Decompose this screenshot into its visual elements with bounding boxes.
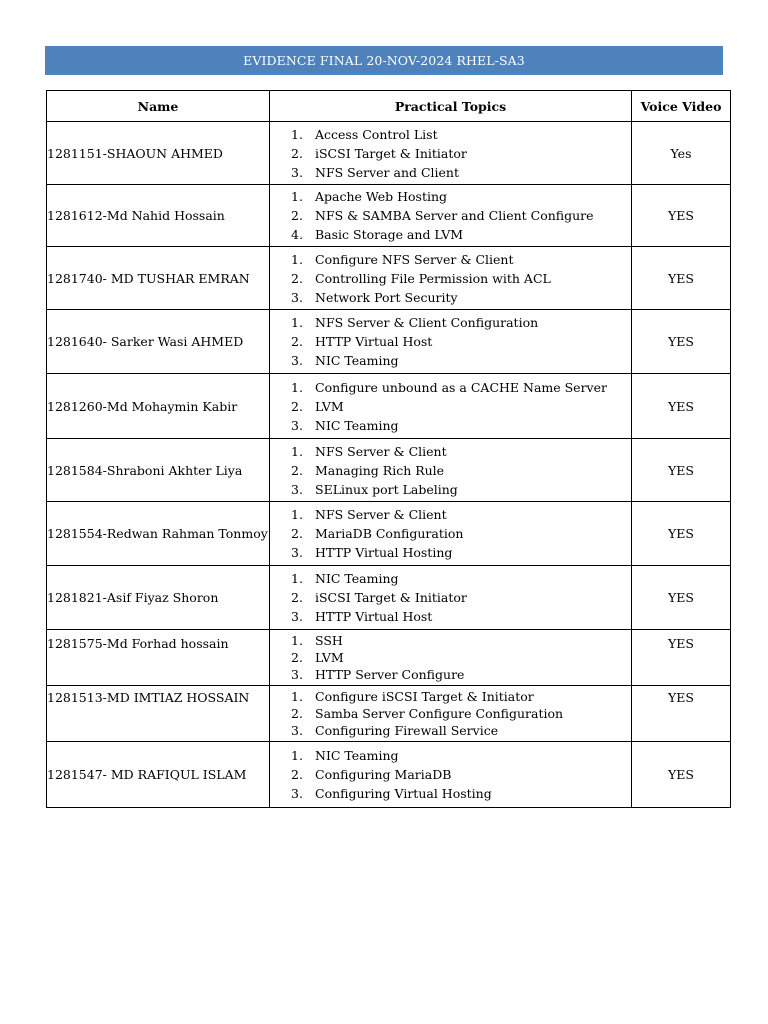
table-row	[47, 742, 731, 808]
topic-text: Configure NFS Server & Client	[315, 251, 514, 267]
topic-text: Network Port Security	[315, 289, 458, 305]
topic-number: 3.	[291, 417, 303, 433]
topic-number: 3.	[291, 481, 303, 497]
topic-item	[270, 397, 631, 416]
practical-topics-cell	[270, 122, 632, 185]
topic-text: LVM	[315, 398, 344, 414]
topic-text: NIC Teaming	[315, 353, 399, 368]
voice-video-cell: YES	[632, 374, 731, 439]
voice-video-cell: YES	[632, 310, 731, 374]
topic-number: 2.	[291, 526, 303, 541]
topic-item	[270, 480, 631, 499]
topic-item	[270, 505, 631, 524]
table-row	[47, 122, 731, 185]
topic-item	[270, 144, 631, 163]
topic-number: 1.	[291, 315, 303, 330]
topic-number: 2.	[291, 650, 303, 665]
topic-text: NFS Server and Client	[315, 164, 460, 180]
topic-item	[270, 705, 631, 722]
voice-video-cell: Yes	[632, 122, 731, 185]
table-row	[47, 374, 731, 439]
topic-number: 3.	[291, 353, 303, 368]
topic-item	[270, 688, 631, 705]
topic-number: 3.	[291, 164, 303, 180]
topic-item	[270, 632, 631, 649]
topic-item	[270, 378, 631, 397]
table-row	[47, 630, 731, 686]
topic-text: Managing Rich Rule	[315, 462, 445, 478]
document-title-bar	[45, 46, 723, 75]
topic-item	[270, 588, 631, 607]
table-row	[47, 439, 731, 502]
topic-text: Configure unbound as a CACHE Name Server	[315, 379, 607, 395]
topic-number: 2.	[291, 767, 303, 782]
voice-video-cell: YES	[632, 686, 731, 742]
student-name-cell: 1281584-Shraboni Akhter Liya	[47, 439, 270, 502]
student-name-cell: 1281513-MD IMTIAZ HOSSAIN	[47, 686, 270, 742]
topic-item	[270, 666, 631, 683]
topic-text: NIC Teaming	[315, 571, 399, 586]
topic-item	[270, 607, 631, 626]
topic-item	[270, 722, 631, 739]
student-name-cell: 1281260-Md Mohaymin Kabir	[47, 374, 270, 439]
practical-topics-cell	[270, 310, 632, 374]
topic-number: 3.	[291, 289, 303, 305]
topic-item	[270, 461, 631, 480]
topic-text: Configure iSCSI Target & Initiator	[315, 689, 534, 704]
topic-text: LVM	[315, 650, 344, 665]
topic-number: 2.	[291, 145, 303, 161]
table-row	[47, 310, 731, 374]
topic-item	[270, 269, 631, 288]
topic-text: NFS & SAMBA Server and Client Configure	[315, 208, 594, 223]
topic-item	[270, 125, 631, 144]
topic-number: 2.	[291, 270, 303, 286]
topic-number: 2.	[291, 398, 303, 414]
topic-text: iSCSI Target & Initiator	[315, 590, 467, 605]
topic-text: Samba Server Configure Configuration	[315, 706, 564, 721]
topic-number: 2.	[291, 334, 303, 349]
topic-item	[270, 784, 631, 803]
topic-item	[270, 288, 631, 307]
topic-item	[270, 442, 631, 461]
topic-item	[270, 225, 631, 244]
topic-text: Configuring Firewall Service	[315, 723, 499, 738]
topic-number: 3.	[291, 723, 303, 738]
voice-video-cell: YES	[632, 742, 731, 808]
topic-number: 2.	[291, 208, 303, 223]
practical-topics-cell	[270, 247, 632, 310]
topic-text: HTTP Virtual Hosting	[315, 545, 453, 560]
topic-item	[270, 416, 631, 435]
topic-number: 1.	[291, 571, 303, 586]
topic-item	[270, 250, 631, 269]
practical-topics-cell	[270, 185, 632, 247]
topic-item	[270, 649, 631, 666]
topic-item	[270, 163, 631, 182]
voice-video-cell: YES	[632, 566, 731, 630]
topic-text: Basic Storage and LVM	[315, 227, 464, 242]
topic-text: MariaDB Configuration	[315, 526, 464, 541]
student-name-cell: 1281575-Md Forhad hossain	[47, 630, 270, 686]
evidence-table	[46, 90, 731, 808]
topic-number: 1.	[291, 748, 303, 763]
topic-item	[270, 746, 631, 765]
table-header-row	[47, 91, 731, 122]
table-row	[47, 185, 731, 247]
table-row	[47, 502, 731, 566]
practical-topics-cell	[270, 630, 632, 686]
topic-number: 2.	[291, 462, 303, 478]
topic-number: 1.	[291, 379, 303, 395]
topic-number: 2.	[291, 590, 303, 605]
topic-item	[270, 313, 631, 332]
topic-number: 1.	[291, 633, 303, 648]
table-row	[47, 247, 731, 310]
topic-item	[270, 524, 631, 543]
student-name-cell: 1281821-Asif Fiyaz Shoron	[47, 566, 270, 630]
topic-text: SELinux port Labeling	[315, 481, 458, 497]
topic-text: iSCSI Target & Initiator	[315, 145, 467, 161]
topic-number: 1.	[291, 189, 303, 204]
student-name-cell: 1281554-Redwan Rahman Tonmoy	[47, 502, 270, 566]
topic-item	[270, 765, 631, 784]
topic-number: 2.	[291, 706, 303, 721]
voice-video-cell: YES	[632, 185, 731, 247]
voice-video-cell: YES	[632, 247, 731, 310]
topic-text: Controlling File Permission with ACL	[315, 270, 551, 286]
topic-number: 3.	[291, 786, 303, 801]
topic-item	[270, 332, 631, 351]
topic-text: NIC Teaming	[315, 748, 399, 763]
practical-topics-cell	[270, 502, 632, 566]
topic-text: NFS Server & Client Configuration	[315, 315, 539, 330]
document-title: EVIDENCE FINAL 20-NOV-2024 RHEL-SA3	[243, 53, 525, 68]
topic-text: HTTP Virtual Host	[315, 334, 433, 349]
topic-item	[270, 351, 631, 370]
topic-text: SSH	[315, 633, 343, 648]
table-row	[47, 686, 731, 742]
topic-number: 3.	[291, 609, 303, 624]
topic-number: 1.	[291, 689, 303, 704]
voice-video-cell: YES	[632, 502, 731, 566]
topic-text: Configuring Virtual Hosting	[315, 786, 492, 801]
student-name-cell: 1281547- MD RAFIQUL ISLAM	[47, 742, 270, 808]
topic-text: Configuring MariaDB	[315, 767, 452, 782]
topic-number: 3.	[291, 667, 303, 682]
topic-number: 1.	[291, 443, 303, 459]
topic-item	[270, 187, 631, 206]
student-name-cell: 1281740- MD TUSHAR EMRAN	[47, 247, 270, 310]
topic-number: 4.	[291, 227, 303, 242]
practical-topics-cell	[270, 566, 632, 630]
student-name-cell: 1281151-SHAOUN AHMED	[47, 122, 270, 185]
topic-text: Apache Web Hosting	[315, 189, 448, 204]
topic-text: HTTP Server Configure	[315, 667, 465, 682]
topic-number: 3.	[291, 545, 303, 560]
topic-item	[270, 206, 631, 225]
column-header-practical-topics: Practical Topics	[270, 91, 632, 122]
topic-text: Access Control List	[315, 126, 438, 142]
practical-topics-cell	[270, 374, 632, 439]
topic-text: NFS Server & Client	[315, 507, 447, 522]
practical-topics-cell	[270, 742, 632, 808]
voice-video-cell: YES	[632, 630, 731, 686]
column-header-name: Name	[47, 91, 270, 122]
table-row	[47, 566, 731, 630]
voice-video-cell: YES	[632, 439, 731, 502]
topic-number: 1.	[291, 126, 303, 142]
topic-text: NFS Server & Client	[315, 443, 447, 459]
topic-item	[270, 543, 631, 562]
topic-text: HTTP Virtual Host	[315, 609, 433, 624]
column-header-voice-video: Voice Video	[632, 91, 731, 122]
topic-item	[270, 569, 631, 588]
topic-text: NIC Teaming	[315, 417, 399, 433]
topic-number: 1.	[291, 507, 303, 522]
student-name-cell: 1281640- Sarker Wasi AHMED	[47, 310, 270, 374]
practical-topics-cell	[270, 439, 632, 502]
practical-topics-cell	[270, 686, 632, 742]
student-name-cell: 1281612-Md Nahid Hossain	[47, 185, 270, 247]
topic-number: 1.	[291, 251, 303, 267]
